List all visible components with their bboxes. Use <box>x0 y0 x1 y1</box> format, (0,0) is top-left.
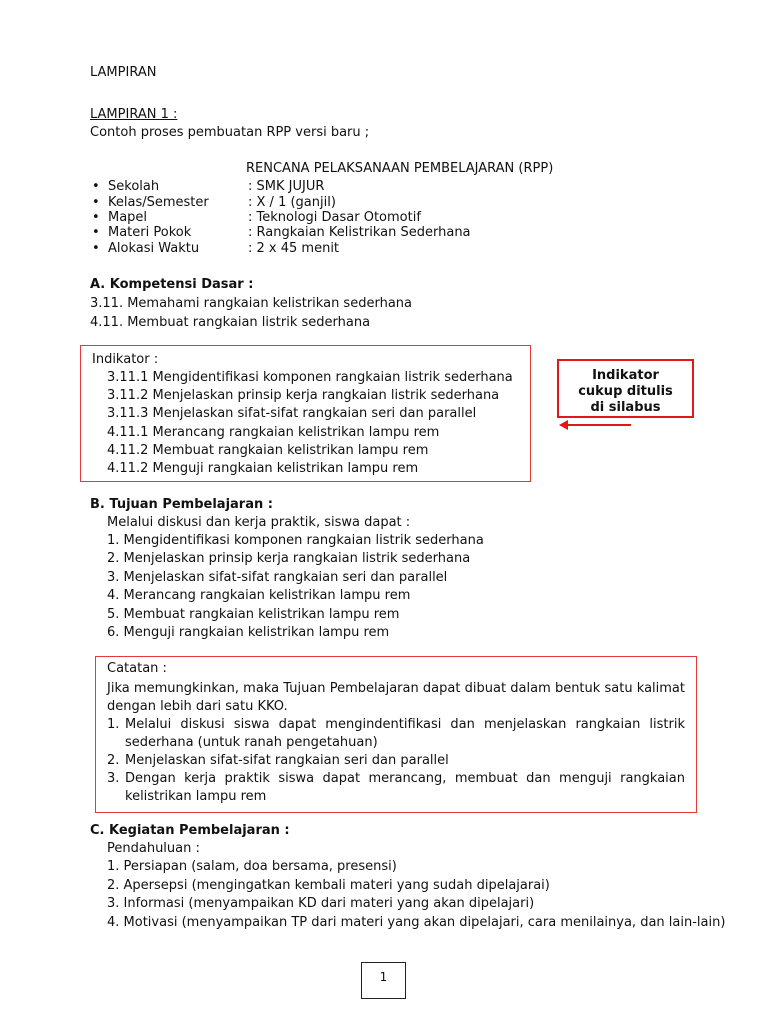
catatan-item-number: 2. <box>107 753 120 768</box>
kompetensi-item: 3.11. Memahami rangkaian kelistrikan sederhana <box>90 296 412 311</box>
indikator-item: 3.11.3 Menjelaskan sifat-sifat rangkaian seri dan parallel <box>107 406 477 421</box>
identity-row-sekolah <box>92 179 492 195</box>
rpp-title: RENCANA PELAKSANAAN PEMBELAJARAN (RPP) <box>246 161 554 176</box>
identity-label: Materi Pokok <box>108 225 192 240</box>
identity-value: : Teknologi Dasar Otomotif <box>248 210 421 225</box>
lampiran-heading: LAMPIRAN <box>90 65 157 80</box>
tujuan-item: 5. Membuat rangkaian kelistrikan lampu rem <box>107 607 400 622</box>
kegiatan-item: 1. Persiapan (salam, doa bersama, presensi) <box>107 859 397 874</box>
kegiatan-item: 4. Motivasi (menyampaikan TP dari materi yang akan dipelajari, cara menilainya, dan lain-lain) <box>107 915 726 930</box>
indikator-label: Indikator : <box>92 352 159 367</box>
bullet: • <box>92 225 100 240</box>
tujuan-item: 2. Menjelaskan prinsip kerja rangkaian listrik sederhana <box>107 551 471 566</box>
tujuan-item: 4. Merancang rangkaian kelistrikan lampu rem <box>107 588 411 603</box>
catatan-paragraph: Jika memungkinkan, maka Tujuan Pembelajaran dapat dibuat dalam bentuk satu kalimat dengan lebih dari satu KKO. <box>107 681 685 714</box>
tujuan-item: 1. Mengidentifikasi komponen rangkaian listrik sederhana <box>107 533 484 548</box>
tujuan-item: 3. Menjelaskan sifat-sifat rangkaian seri dan parallel <box>107 570 448 585</box>
identity-row-materi <box>92 225 492 241</box>
arrow-left-icon <box>559 420 568 430</box>
identity-value: : 2 x 45 menit <box>248 241 340 256</box>
identity-value: : X / 1 (ganjil) <box>248 195 336 210</box>
identity-value: : SMK JUJUR <box>248 179 325 194</box>
bullet: • <box>92 195 100 210</box>
identity-label: Sekolah <box>108 179 160 194</box>
tujuan-intro: Melalui diskusi dan kerja praktik, siswa dapat : <box>107 515 411 530</box>
tujuan-item: 6. Menguji rangkaian kelistrikan lampu rem <box>107 625 390 640</box>
indikator-note-line: di silabus <box>590 400 661 415</box>
kompetensi-heading: A. Kompetensi Dasar : <box>90 277 254 292</box>
indikator-note-line: Indikator <box>592 368 659 383</box>
catatan-item-number: 3. <box>107 771 120 786</box>
subtitle: Contoh proses pembuatan RPP versi baru ; <box>90 125 370 140</box>
identity-label: Alokasi Waktu <box>108 241 200 256</box>
bullet: • <box>92 241 100 256</box>
kegiatan-item: 2. Apersepsi (mengingatkan kembali materi yang sudah dipelajarai) <box>107 878 550 893</box>
identity-value: : Rangkaian Kelistrikan Sederhana <box>248 225 471 240</box>
arrow-line <box>568 424 631 426</box>
kompetensi-item: 4.11. Membuat rangkaian listrik sederhana <box>90 315 371 330</box>
indikator-item: 4.11.2 Membuat rangkaian kelistrikan lampu rem <box>107 443 429 458</box>
indikator-note-line: cukup ditulis <box>578 384 673 399</box>
identity-label: Mapel <box>108 210 148 225</box>
bullet: • <box>92 179 100 194</box>
page-number: 1 <box>361 962 406 999</box>
identity-row-alokasi <box>92 241 492 257</box>
catatan-item-text: Menjelaskan sifat-sifat rangkaian seri dan parallel <box>125 753 449 768</box>
indikator-item: 4.11.1 Merancang rangkaian kelistrikan lampu rem <box>107 425 440 440</box>
identity-label: Kelas/Semester <box>108 195 209 210</box>
indikator-item: 4.11.2 Menguji rangkaian kelistrikan lampu rem <box>107 461 419 476</box>
kegiatan-item: 3. Informasi (menyampaikan KD dari materi yang akan dipelajari) <box>107 896 535 911</box>
indikator-item: 3.11.2 Menjelaskan prinsip kerja rangkaian listrik sederhana <box>107 388 500 403</box>
kegiatan-intro: Pendahuluan : <box>107 841 200 856</box>
kegiatan-heading: C. Kegiatan Pembelajaran : <box>90 823 290 838</box>
catatan-item-number: 1. <box>107 717 120 732</box>
catatan-item-text: Melalui diskusi siswa dapat mengindentifikasi dan menjelaskan rangkaian listrik sederhana (untuk ranah pengetahuan) <box>125 717 685 750</box>
lampiran-1-heading: LAMPIRAN 1 : <box>90 107 178 122</box>
catatan-label: Catatan : <box>107 661 167 676</box>
tujuan-heading: B. Tujuan Pembelajaran : <box>90 497 273 512</box>
indikator-item: 3.11.1 Mengidentifikasi komponen rangkaian listrik sederhana <box>107 370 513 385</box>
bullet: • <box>92 210 100 225</box>
identity-row-mapel <box>92 210 492 226</box>
identity-row-kelas <box>92 195 492 211</box>
catatan-item-text: Dengan kerja praktik siswa dapat merancang, membuat dan menguji rangkaian kelistrikan lampu rem <box>125 771 685 804</box>
